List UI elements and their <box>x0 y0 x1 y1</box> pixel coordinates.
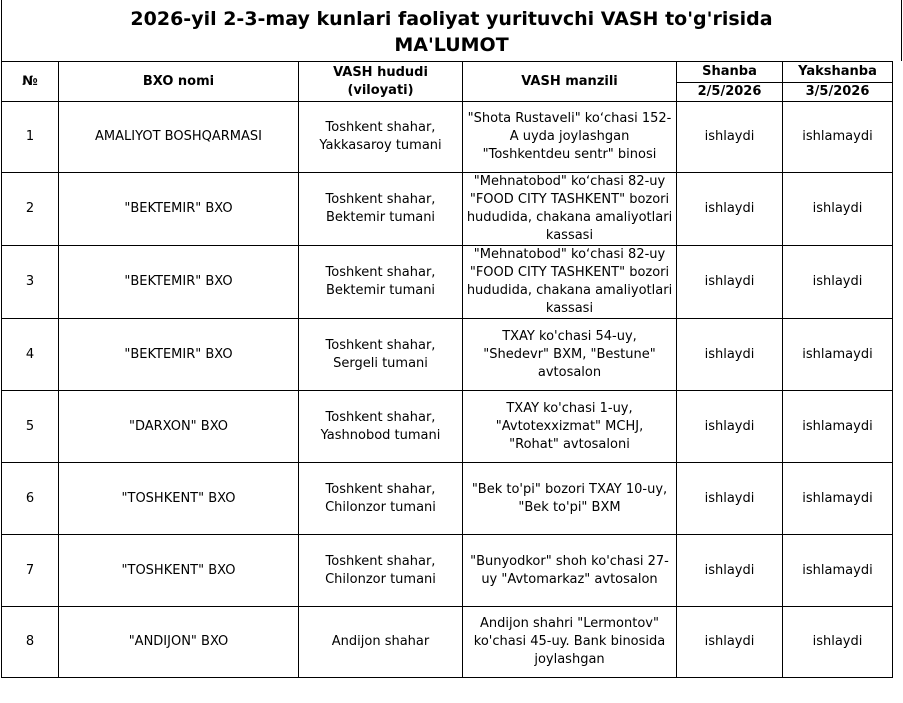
vash-table <box>1 61 893 678</box>
cell-region-line: Bektemir tumani <box>325 283 436 298</box>
cell-num: 3 <box>2 246 59 319</box>
cell-num: 2 <box>2 173 59 246</box>
cell-region <box>299 173 463 246</box>
cell-address-line: "Bunyodkor" shoh ko'chasi 27- <box>470 553 669 569</box>
cell-bxo-name: "BEKTEMIR" BXO <box>59 173 299 246</box>
cell-region <box>299 391 463 463</box>
cell-bxo-name: "TOSHKENT" BXO <box>59 463 299 535</box>
cell-region <box>299 102 463 173</box>
cell-address-line: "FOOD CITY TASHKENT" bozori <box>469 265 670 280</box>
table-body <box>2 102 893 678</box>
cell-address <box>463 391 677 463</box>
cell-region-line: Yakkasaroy tumani <box>319 138 442 153</box>
cell-num: 8 <box>2 607 59 678</box>
cell-address <box>463 535 677 607</box>
cell-bxo-name: "BEKTEMIR" BXO <box>59 319 299 391</box>
cell-address-line: Andijon shahri "Lermontov" <box>480 616 659 631</box>
cell-region-line: Yashnobod tumani <box>320 427 441 443</box>
cell-saturday-status: ishlaydi <box>677 246 783 319</box>
header-bxo-name: BXO nomi <box>59 62 299 102</box>
cell-num: 6 <box>2 463 59 535</box>
header-region: VASH hududi (viloyati) <box>299 62 463 102</box>
cell-region-line: Sergeli tumani <box>333 355 428 371</box>
cell-saturday-status: ishlaydi <box>677 319 783 391</box>
cell-region-line: Andijon shahar <box>331 634 430 649</box>
cell-address <box>463 102 677 173</box>
cell-region-line: Chilonzor tumani <box>325 499 436 515</box>
cell-region-line: Toshkent shahar, <box>325 120 436 135</box>
table-row <box>2 391 893 463</box>
cell-region <box>299 535 463 607</box>
cell-bxo-name: "DARXON" BXO <box>59 391 299 463</box>
cell-saturday-status: ishlaydi <box>677 173 783 246</box>
cell-address-line: "Avtotexxizmat" MCHJ, <box>495 418 644 434</box>
cell-saturday-status: ishlaydi <box>677 607 783 678</box>
cell-sunday-status: ishlamaydi <box>783 535 893 607</box>
table-row <box>2 319 893 391</box>
cell-address-line: "Bek to'pi" bozori TXAY 10-uy, <box>471 481 668 497</box>
cell-num: 1 <box>2 102 59 173</box>
cell-saturday-status: ishlaydi <box>677 535 783 607</box>
header-sunday-date: 3/5/2026 <box>783 83 893 102</box>
cell-region-line: Toshkent shahar, <box>325 409 436 425</box>
cell-address-line: "Rohat" avtosaloni <box>509 436 630 452</box>
table-row <box>2 173 893 246</box>
cell-address <box>463 607 677 678</box>
cell-region-line: Bektemir tumani <box>325 210 436 225</box>
cell-region-line: Toshkent shahar, <box>325 481 436 497</box>
cell-region-line: Toshkent shahar, <box>325 192 436 207</box>
cell-address-line: "Bek to'pi" BXM <box>518 499 621 515</box>
cell-address <box>463 173 677 246</box>
cell-address-line: kassasi <box>545 228 594 243</box>
cell-saturday-status: ishlaydi <box>677 391 783 463</box>
cell-bxo-name: "ANDIJON" BXO <box>59 607 299 678</box>
cell-address-line: ko'chasi 45-uy. Bank binosida <box>473 634 666 649</box>
cell-address-line: avtosalon <box>537 364 602 380</box>
table-row <box>2 607 893 678</box>
header-saturday-date: 2/5/2026 <box>677 83 783 102</box>
header-address: VASH manzili <box>463 62 677 102</box>
cell-bxo-name: "BEKTEMIR" BXO <box>59 246 299 319</box>
cell-address <box>463 246 677 319</box>
table-row <box>2 535 893 607</box>
table-row <box>2 246 893 319</box>
cell-region-line: Toshkent shahar, <box>325 553 436 569</box>
cell-region <box>299 319 463 391</box>
cell-address-line: TXAY ko'chasi 1-uy, <box>506 400 633 416</box>
cell-address <box>463 319 677 391</box>
table-row <box>2 463 893 535</box>
cell-address-line: "Mehnatobod" koʻchasi 82-uy <box>473 174 666 189</box>
cell-address-line: joylashgan <box>534 652 605 667</box>
cell-num: 4 <box>2 319 59 391</box>
cell-address-line: "Toshkentdeu sentr" binosi <box>482 147 657 162</box>
cell-address-line: hududida, chakana amaliyotlari <box>466 210 673 225</box>
cell-sunday-status: ishlaydi <box>783 173 893 246</box>
cell-region <box>299 463 463 535</box>
cell-address-line: "Mehnatobod" koʻchasi 82-uy <box>473 247 666 262</box>
cell-address-line: TXAY ko'chasi 54-uy, <box>502 328 637 344</box>
cell-region <box>299 246 463 319</box>
cell-sunday-status: ishlaydi <box>783 246 893 319</box>
cell-address-line: "FOOD CITY TASHKENT" bozori <box>469 192 670 207</box>
document-title <box>0 6 903 58</box>
cell-region-line: Toshkent shahar, <box>325 337 436 353</box>
title-line-1: 2026-yil 2-3-may kunlari faoliyat yurituvchi VASH to'g'risida <box>130 8 773 30</box>
cell-region-line: Chilonzor tumani <box>325 571 436 587</box>
cell-sunday-status: ishlamaydi <box>783 391 893 463</box>
cell-address <box>463 463 677 535</box>
cell-sunday-status: ishlaydi <box>783 607 893 678</box>
cell-sunday-status: ishlamaydi <box>783 319 893 391</box>
cell-sunday-status: ishlamaydi <box>783 463 893 535</box>
title-line-2: MA'LUMOT <box>394 34 509 56</box>
header-row-top <box>2 62 893 83</box>
cell-saturday-status: ishlaydi <box>677 102 783 173</box>
cell-address-line: kassasi <box>545 301 594 316</box>
cell-region <box>299 607 463 678</box>
cell-address-line: "Shedevr" BXM, "Bestune" <box>483 346 656 362</box>
header-num: № <box>2 62 59 102</box>
header-sunday: Yakshanba <box>783 62 893 83</box>
cell-address-line: hududida, chakana amaliyotlari <box>466 283 673 298</box>
cell-num: 7 <box>2 535 59 607</box>
cell-region-line: Toshkent shahar, <box>325 265 436 280</box>
cell-address-line: A uyda joylashgan <box>509 129 630 144</box>
table-row <box>2 102 893 173</box>
cell-saturday-status: ishlaydi <box>677 463 783 535</box>
header-saturday: Shanba <box>677 62 783 83</box>
cell-bxo-name: AMALIYOT BOSHQARMASI <box>59 102 299 173</box>
cell-address-line: "Shota Rustaveli" koʻchasi 152- <box>467 111 672 126</box>
cell-address-line: uy "Avtomarkaz" avtosalon <box>481 571 658 587</box>
cell-bxo-name: "TOSHKENT" BXO <box>59 535 299 607</box>
cell-sunday-status: ishlamaydi <box>783 102 893 173</box>
cell-num: 5 <box>2 391 59 463</box>
